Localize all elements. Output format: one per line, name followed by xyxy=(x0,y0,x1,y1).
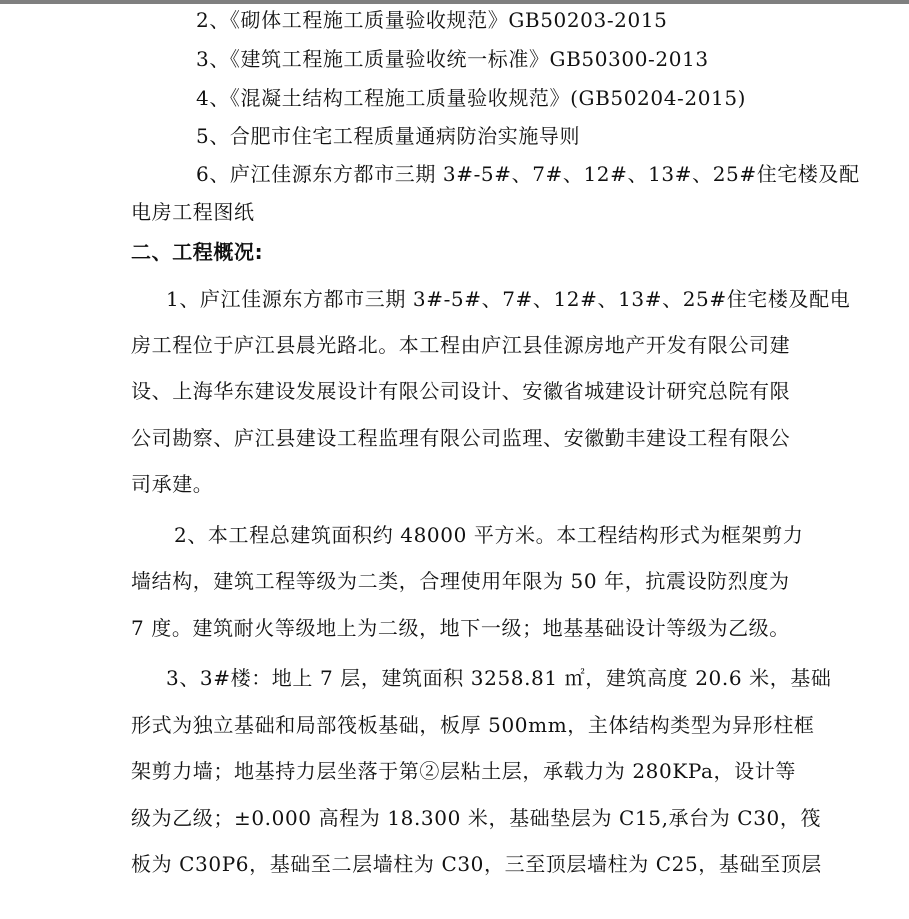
overview-paragraph-3-line-3: 架剪力墙；地基持力层坐落于第②层粘土层，承载力为 280KPa，设计等 xyxy=(131,759,796,783)
overview-paragraph-2-line-1: 2、本工程总建筑面积约 48000 平方米。本工程结构形式为框架剪力 xyxy=(174,523,804,547)
overview-paragraph-1-line-5: 司承建。 xyxy=(131,472,214,496)
overview-paragraph-3-line-2: 形式为独立基础和局部筏板基础，板厚 500mm，主体结构类型为异形柱框 xyxy=(131,713,815,737)
section-heading: 二、工程概况: xyxy=(131,240,264,264)
overview-paragraph-3-line-4: 级为乙级；±0.000 高程为 18.300 米，基础垫层为 C15,承台为 C30，筏 xyxy=(131,806,822,830)
overview-paragraph-2-line-2: 墙结构，建筑工程等级为二类，合理使用年限为 50 年，抗震设防烈度为 xyxy=(131,569,790,593)
overview-paragraph-1-line-3: 设、上海华东建设发展设计有限公司设计、安徽省城建设计研究总院有限 xyxy=(131,379,791,403)
reference-item-2: 2、《砌体工程施工质量验收规范》GB50203-2015 xyxy=(196,8,668,32)
overview-paragraph-3-line-5: 板为 C30P6，基础至二层墙柱为 C30，三至顶层墙柱为 C25，基础至顶层 xyxy=(131,852,822,876)
page-top-border xyxy=(0,0,909,4)
overview-paragraph-1-line-2: 房工程位于庐江县晨光路北。本工程由庐江县佳源房地产开发有限公司建 xyxy=(131,333,791,357)
overview-paragraph-1-line-1: 1、庐江佳源东方都市三期 3#-5#、7#、12#、13#、25#住宅楼及配电 xyxy=(166,287,851,311)
overview-paragraph-3-line-1: 3、3#楼：地上 7 层，建筑面积 3258.81 ㎡，建筑高度 20.6 米，基础 xyxy=(166,666,832,690)
reference-item-5: 5、合肥市住宅工程质量通病防治实施导则 xyxy=(196,124,581,148)
reference-item-6: 6、庐江佳源东方都市三期 3#-5#、7#、12#、13#、25#住宅楼及配 xyxy=(196,162,860,186)
reference-item-4: 4、《混凝土结构工程施工质量验收规范》(GB50204-2015) xyxy=(196,86,747,110)
overview-paragraph-1-line-4: 公司勘察、庐江县建设工程监理有限公司监理、安徽勤丰建设工程有限公 xyxy=(131,426,791,450)
overview-paragraph-2-line-3: 7 度。建筑耐火等级地上为二级，地下一级；地基基础设计等级为乙级。 xyxy=(131,616,790,640)
reference-item-6-continued: 电房工程图纸 xyxy=(131,200,255,224)
reference-item-3: 3、《建筑工程施工质量验收统一标准》GB50300-2013 xyxy=(196,47,709,71)
